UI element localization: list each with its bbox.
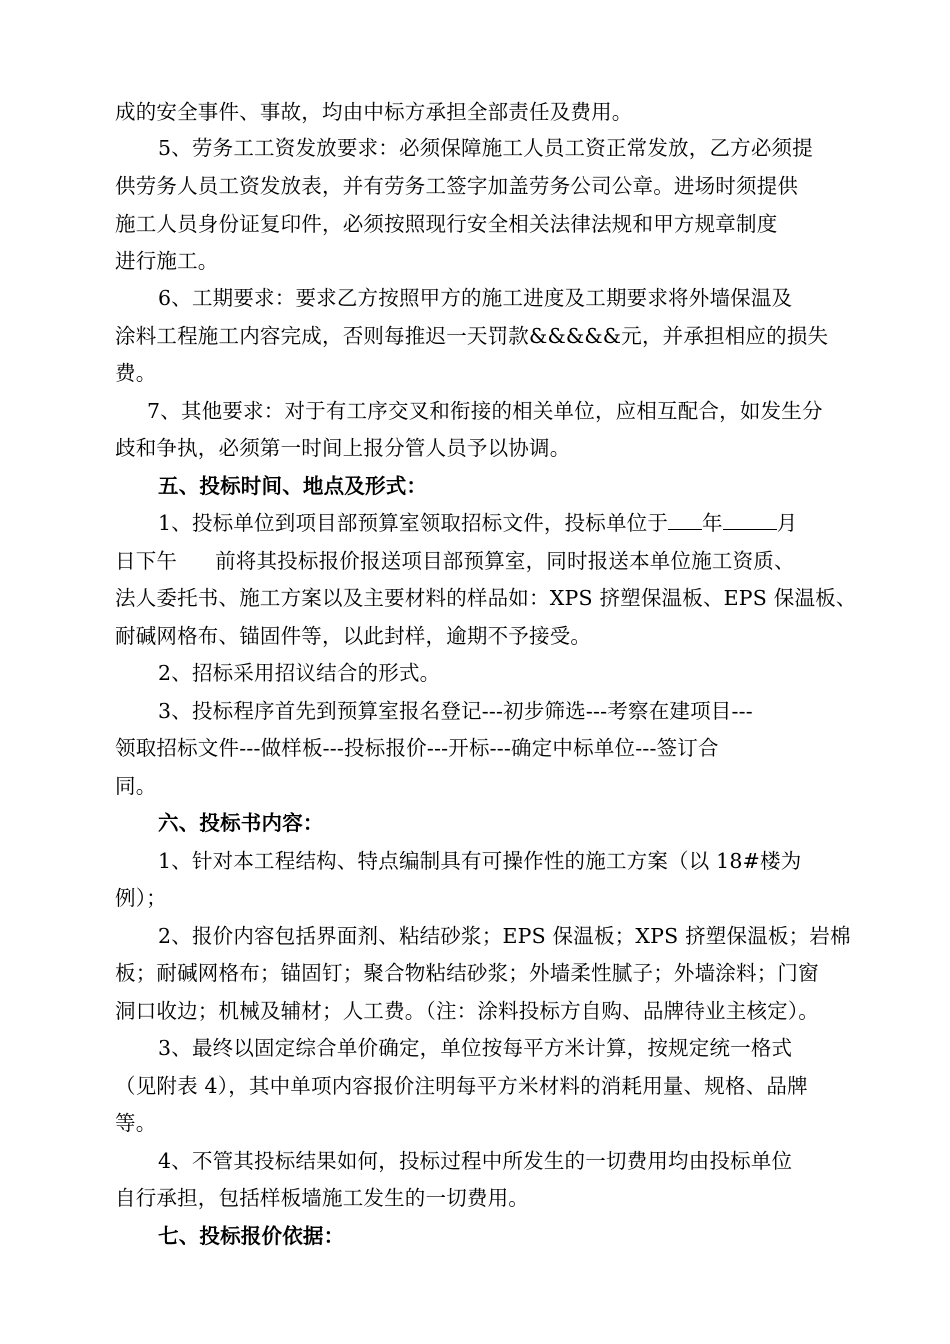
- month-blank: [723, 509, 777, 530]
- section-5-item-1-line-1: [158, 509, 797, 537]
- section-6-item-2-line-3: 洞口收边；机械及辅材；人工费。（注：涂料投标方自购、品牌待业主核定）。: [115, 999, 819, 1023]
- item-5-line-2: 供劳务人员工资发放表，并有劳务工签字加盖劳务公司公章。进场时须提供: [115, 174, 799, 198]
- section-heading-7: 七、投标报价依据：: [158, 1224, 345, 1248]
- section-6-item-3-line-2: （见附表 4），其中单项内容报价注明每平方米材料的消耗用量、规格、品牌: [115, 1074, 808, 1098]
- item-6-line-2: 涂料工程施工内容完成，否则每推迟一天罚款&&&&&元，并承担相应的损失: [115, 324, 829, 348]
- section-heading-5: 五、投标时间、地点及形式：: [158, 474, 428, 498]
- item-5-line-3: 施工人员身份证复印件，必须按照现行安全相关法律法规和甲方规章制度: [115, 212, 778, 236]
- day-label: 日下午: [115, 549, 178, 573]
- section-heading-6: 六、投标书内容：: [158, 811, 324, 835]
- year-label: 年: [702, 511, 723, 535]
- section-5-item-3-line-3: 同。: [115, 774, 157, 798]
- section-5-item-2: 2、招标采用招议结合的形式。: [158, 661, 441, 685]
- item-5-line-4: 进行施工。: [115, 249, 219, 273]
- section-6-item-3-line-3: 等。: [115, 1111, 157, 1135]
- item-7-line-2: 歧和争执，必须第一时间上报分管人员予以协调。: [115, 436, 571, 460]
- section-5-item-3-line-1: 3、投标程序首先到预算室报名登记---初步筛选---考察在建项目---: [158, 699, 753, 723]
- section-6-item-3-line-1: 3、最终以固定综合单价确定，单位按每平方米计算，按规定统一格式: [158, 1036, 793, 1060]
- section-5-item-1-line-4: 耐碱网格布、锚固件等，以此封样，逾期不予接受。: [115, 624, 592, 648]
- section-5-item-3-line-2: 领取招标文件---做样板---投标报价---开标---确定中标单位---签订合: [115, 736, 719, 760]
- paragraph-continuation: 成的安全事件、事故，均由中标方承担全部责任及费用。: [115, 100, 633, 124]
- section-6-item-1-line-2: 例）；: [115, 886, 167, 910]
- item-6-line-3: 费。: [115, 361, 157, 385]
- year-blank: [668, 509, 702, 530]
- month-label: 月: [776, 511, 798, 535]
- text-span: 前将其投标报价报送项目部预算室，同时报送本单位施工资质、: [215, 549, 795, 573]
- section-6-item-2-line-1: 2、报价内容包括界面剂、粘结砂浆；EPS 保温板；XPS 挤塑保温板；岩棉: [158, 924, 851, 948]
- text-span: 1、投标单位到项目部预算室领取招标文件，投标单位于: [158, 511, 669, 535]
- item-7-line-1: 7、其他要求：对于有工序交叉和衔接的相关单位，应相互配合，如发生分: [147, 399, 823, 423]
- section-6-item-1-line-1: 1、针对本工程结构、特点编制具有可操作性的施工方案（以 18#楼为: [158, 849, 802, 873]
- section-6-item-2-line-2: 板；耐碱网格布；锚固钉；聚合物粘结砂浆；外墙柔性腻子；外墙涂料；门窗: [115, 961, 819, 985]
- item-5-line-1: 5、劳务工工资发放要求：必须保障施工人员工资正常发放，乙方必须提: [158, 136, 813, 160]
- item-6-line-1: 6、工期要求：要求乙方按照甲方的施工进度及工期要求将外墙保温及: [158, 286, 793, 310]
- section-5-item-1-line-3: 法人委托书、施工方案以及主要材料的样品如：XPS 挤塑保温板、EPS 保温板、: [115, 586, 857, 610]
- section-5-item-1-line-2: [115, 547, 795, 575]
- section-6-item-4-line-1: 4、不管其投标结果如何，投标过程中所发生的一切费用均由投标单位: [158, 1149, 793, 1173]
- section-6-item-4-line-2: 自行承担，包括样板墙施工发生的一切费用。: [115, 1186, 529, 1210]
